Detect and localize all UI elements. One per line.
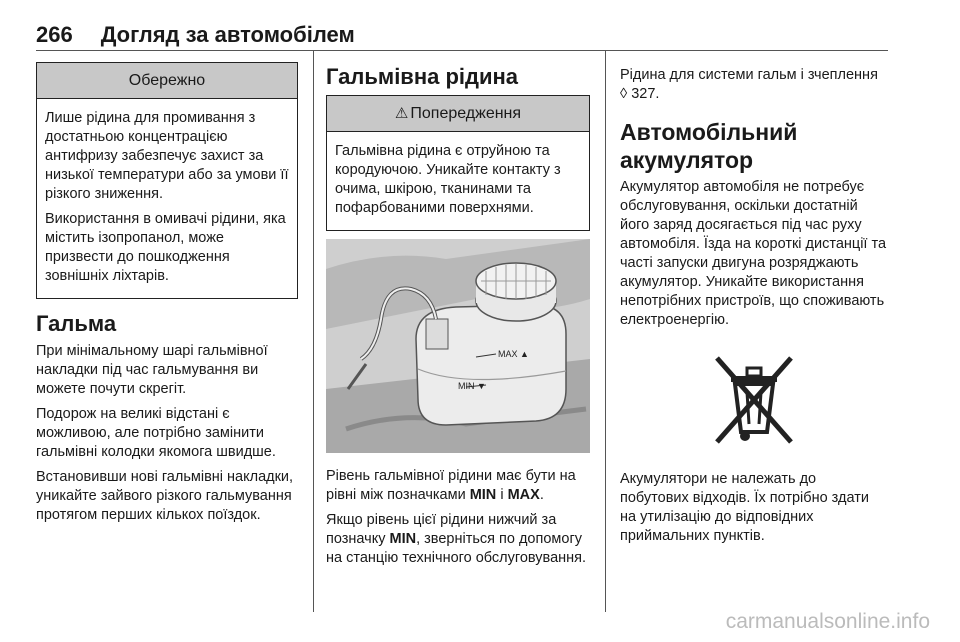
disposal-paragraph: Акумулятори не належать до побутових відходів. Їх потрібно здати на утилізацію до відповідних приймальних пунктів. (620, 471, 869, 544)
section-title-brake-fluid: Гальмівна рідина (326, 64, 519, 89)
column-2 (326, 62, 590, 574)
fluid-level-paragraph: Рівень гальмівної рідини має бути на рівні між позначками MIN і MAX. (326, 468, 576, 503)
cross-reference[interactable]: Рідина для системи гальм і зчеплення ◊ 327. (620, 67, 878, 102)
min-mark: MIN (389, 531, 417, 547)
caution-body (37, 99, 297, 298)
chapter-title: Догляд за автомобілем (100, 22, 355, 47)
low-fluid-paragraph: Якщо рівень цієї рідини нижчий за позначку MIN, зверніться по допомогу на станцію технічного обслуговування. (326, 512, 587, 566)
brake-fluid-reservoir-image (326, 239, 590, 453)
brakes-paragraph: Встановивши нові гальмівні накладки, уникайте зайвого різкого гальмування протягом перших кількох поїздок. (36, 469, 294, 523)
caution-box (36, 62, 298, 299)
brakes-paragraph: Подорож на великі відстані є можливою, але потрібно замінити гальмівні колодки якомога швидше. (36, 406, 276, 460)
warning-box (326, 95, 590, 231)
caution-paragraph: Лише рідина для промивання з достатньою концентрацією антифризу забезпечує захист за низької температури або за умови її різкого зниження. (45, 110, 289, 202)
column-divider-1 (313, 50, 314, 612)
warning-text: Гальмівна рідина є отруйною та кородуючою. Уникайте контакту з очима, шкірою, тканинами та пофарбованими поверхнями. (335, 143, 561, 216)
section-title-battery: Автомобільний акумулятор (620, 119, 798, 173)
warning-heading-label: Попередження (410, 105, 522, 122)
page-header (36, 22, 355, 48)
page-number: 266 (36, 22, 73, 47)
brakes-paragraph: При мінімальному шарі гальмівної накладки під час гальмування ви можете почути скрегіт. (36, 343, 268, 397)
column-3 (620, 62, 888, 552)
caution-paragraph: Використання в омивачі рідини, яка містить ізопропанол, може призвести до пошкодження зовнішніх ліхтарів. (45, 211, 286, 284)
crossed-out-bin-icon (709, 348, 799, 448)
warning-triangle-icon: ⚠ (394, 105, 409, 122)
min-mark-label: MIN ▼ (458, 381, 486, 391)
battery-paragraph: Акумулятор автомобіля не потребує обслуговування, оскільки достатній його заряд досягається під час руху автомобіля. Їзда на короткі дистанції та часті запуски двигуна розряджають акумулятор. Уникайте використання непотрібних пристроїв, що споживають електроенергію. (620, 179, 887, 328)
warning-body (327, 132, 589, 230)
watermark: carmanualsonline.info (725, 610, 930, 633)
max-mark: MAX (507, 487, 540, 503)
min-mark: MIN (469, 487, 497, 503)
max-mark-label: MAX ▲ (498, 349, 529, 359)
caution-heading: Обережно (37, 63, 297, 99)
section-title-brakes: Гальма (36, 311, 117, 336)
warning-heading (327, 96, 589, 132)
header-rule (36, 50, 888, 51)
column-divider-2 (605, 50, 606, 612)
column-1 (36, 62, 298, 531)
